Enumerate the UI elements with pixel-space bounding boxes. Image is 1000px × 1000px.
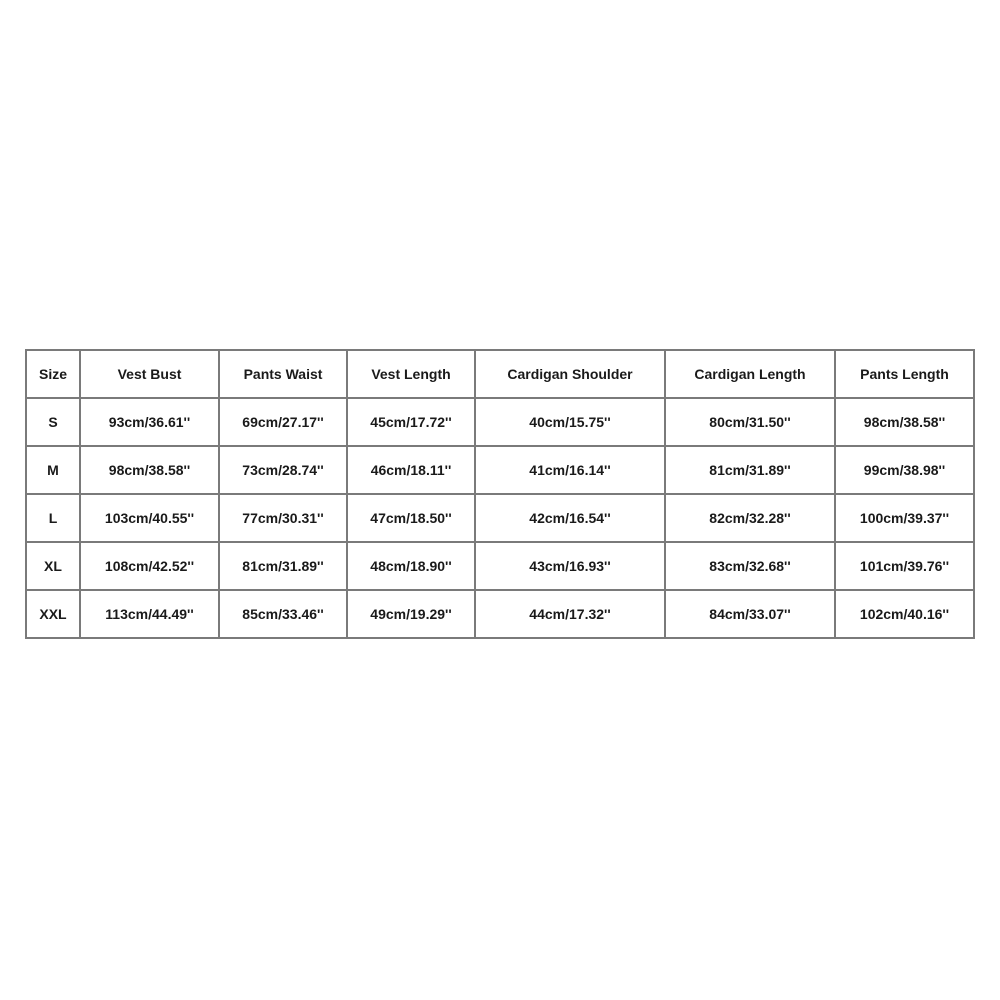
cardigan-shoulder-cell: 40cm/15.75'' (475, 398, 665, 446)
cardigan-shoulder-cell: 44cm/17.32'' (475, 590, 665, 638)
vest-length-cell: 49cm/19.29'' (347, 590, 475, 638)
pants-waist-cell: 69cm/27.17'' (219, 398, 347, 446)
cardigan-shoulder-cell: 42cm/16.54'' (475, 494, 665, 542)
size-cell: L (26, 494, 80, 542)
pants-waist-cell: 81cm/31.89'' (219, 542, 347, 590)
pants-length-cell: 100cm/39.37'' (835, 494, 974, 542)
header-vest-length: Vest Length (347, 350, 475, 398)
vest-length-cell: 47cm/18.50'' (347, 494, 475, 542)
pants-waist-cell: 85cm/33.46'' (219, 590, 347, 638)
cardigan-length-cell: 84cm/33.07'' (665, 590, 835, 638)
size-cell: S (26, 398, 80, 446)
cardigan-shoulder-cell: 41cm/16.14'' (475, 446, 665, 494)
table-row (26, 494, 974, 542)
header-pants-waist: Pants Waist (219, 350, 347, 398)
header-pants-length: Pants Length (835, 350, 974, 398)
vest-bust-cell: 98cm/38.58'' (80, 446, 219, 494)
table-row (26, 398, 974, 446)
pants-waist-cell: 77cm/30.31'' (219, 494, 347, 542)
pants-waist-cell: 73cm/28.74'' (219, 446, 347, 494)
pants-length-cell: 99cm/38.98'' (835, 446, 974, 494)
pants-length-cell: 102cm/40.16'' (835, 590, 974, 638)
cardigan-length-cell: 81cm/31.89'' (665, 446, 835, 494)
header-size: Size (26, 350, 80, 398)
size-cell: XL (26, 542, 80, 590)
size-chart-table (25, 349, 975, 639)
vest-bust-cell: 113cm/44.49'' (80, 590, 219, 638)
vest-bust-cell: 108cm/42.52'' (80, 542, 219, 590)
header-cardigan-shoulder: Cardigan Shoulder (475, 350, 665, 398)
pants-length-cell: 98cm/38.58'' (835, 398, 974, 446)
header-row (26, 350, 974, 398)
cardigan-shoulder-cell: 43cm/16.93'' (475, 542, 665, 590)
vest-bust-cell: 103cm/40.55'' (80, 494, 219, 542)
vest-length-cell: 45cm/17.72'' (347, 398, 475, 446)
vest-bust-cell: 93cm/36.61'' (80, 398, 219, 446)
table-row (26, 542, 974, 590)
pants-length-cell: 101cm/39.76'' (835, 542, 974, 590)
header-cardigan-length: Cardigan Length (665, 350, 835, 398)
vest-length-cell: 46cm/18.11'' (347, 446, 475, 494)
size-cell: XXL (26, 590, 80, 638)
cardigan-length-cell: 83cm/32.68'' (665, 542, 835, 590)
cardigan-length-cell: 80cm/31.50'' (665, 398, 835, 446)
cardigan-length-cell: 82cm/32.28'' (665, 494, 835, 542)
size-cell: M (26, 446, 80, 494)
table-row (26, 590, 974, 638)
table-row (26, 446, 974, 494)
vest-length-cell: 48cm/18.90'' (347, 542, 475, 590)
header-vest-bust: Vest Bust (80, 350, 219, 398)
